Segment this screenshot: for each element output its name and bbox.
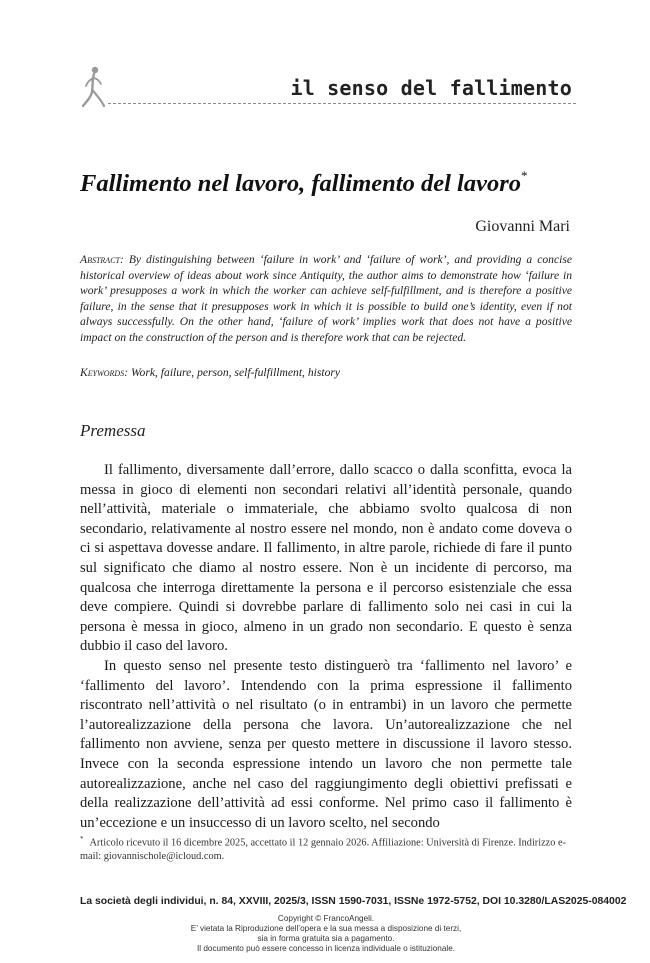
journal-citation: La società degli individui, n. 84, XXVIII, 2025/3, ISSN 1590-7031, ISSNe 1972-5752, DOI 10.3280/LAS2025-084002 xyxy=(80,896,627,907)
section-heading: Premessa xyxy=(80,421,146,440)
keywords-label: Keywords: xyxy=(80,366,129,379)
running-header xyxy=(78,64,576,108)
copyright-line: E’ vietata la Riproduzione dell’opera e la sua messa a disposizione di terzi, xyxy=(190,924,462,933)
article-title xyxy=(80,170,528,198)
body-paragraph: In questo senso nel presente testo distinguerò tra ‘fallimento nel lavoro’ e ‘fallimento del lavoro’. Intendendo con la prima espressione il fallimento riscontrato nell’attività o nel risultato (o in entrambi) in un lavoro che permette l’autorealizzazione della persona che lavora. Un’autorealizzazione che nel fallimento non avviene, senza per questo mettere in discussione il lavoro stesso. Invece con la seconda espressione intendo un lavoro che non permette tale autorealizzazione, anche nel caso del raggiungimento degli obiettivi prefissati e della realizzazione dell’attività ad essi conforme. Nel primo caso il fallimento è un’eccezione e un insuccesso di un lavoro scelto, nel secondo xyxy=(80,657,572,831)
keywords xyxy=(80,365,572,381)
copyright-line: sia in forma gratuita sia a pagamento. xyxy=(257,934,395,943)
copyright-line: Copyright © FrancoAngeli. xyxy=(277,914,375,923)
body-paragraph: Il fallimento, diversamente dall’errore, dallo scacco o dalla sconfitta, evoca la messa in gioco di elementi non secondari relativi all’identità personale, quando nell’attività, materiale o immateriale, che abbiamo svolto qualcosa di non secondario, relativamente al nostro essere nel mondo, non è andato come doveva o ci si aspettava dovesse andare. Il fallimento, in altre parole, richiede di fare il punto sul significato che diamo al nostro essere. Non è un incidente di percorso, ma qualcosa che interroga direttamente la persona e il percorso esistenziale che essa deve compiere. Quindi si dovrebbe parlare di fallimento solo nei casi in cui la persona è messa in gioco, almeno in un grado non secondario. E questo è senza dubbio il caso del lavoro. xyxy=(80,462,572,655)
title-footnote-mark: * xyxy=(521,168,528,183)
footnote-mark: * xyxy=(80,835,84,843)
abstract-text: By distinguishing between ‘failure in work’ and ‘failure of work’, and providing a concise historical overview of ideas about work since Antiquity, the author aims to demonstrate how ‘failure in work’ presupposes a work in which the worker can achieve self-fulfillment, and is therefore a positive failure, in the sense that it presupposes work in which it is possible to build one’s identity, even if not always successfully. On the other hand, ‘failure of work’ implies work that does not have a positive impact on the construction of the person and is therefore work that can be rejected. xyxy=(80,253,572,344)
footnote-text: Articolo ricevuto il 16 dicembre 2025, accettato il 12 gennaio 2026. Affiliazione: Università di Firenze. Indirizzo e-mail: giovannischole@icloud.com. xyxy=(80,837,566,863)
copyright-notice xyxy=(80,914,572,954)
copyright-line: Il documento può essere concesso in licenza individuale o istituzionale. xyxy=(196,944,456,953)
article-title-text: Fallimento nel lavoro, fallimento del lavoro xyxy=(80,170,521,197)
section-title: il senso del fallimento xyxy=(290,76,572,100)
abstract-label: Abstract: xyxy=(80,253,124,266)
abstract xyxy=(80,252,572,346)
walking-figure-logo xyxy=(78,64,112,108)
body-text xyxy=(80,461,572,833)
keywords-text: Work, failure, person, self-fulfillment, history xyxy=(130,366,341,379)
header-divider xyxy=(108,103,576,104)
author-name: Giovanni Mari xyxy=(475,218,570,235)
footnote xyxy=(80,832,572,864)
